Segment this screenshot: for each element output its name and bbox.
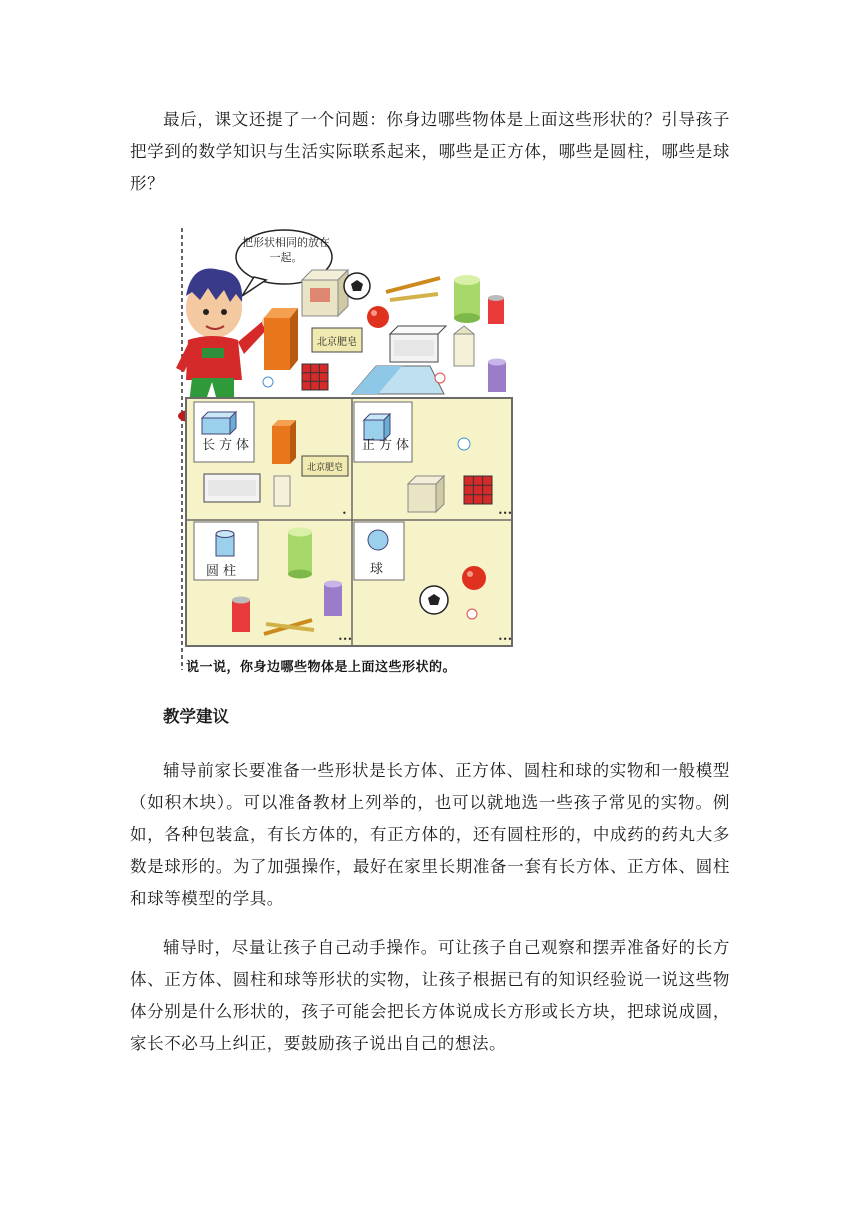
svg-text:•••: ••• (498, 635, 513, 644)
svg-text:•••: ••• (498, 509, 513, 518)
red-ball-top (367, 306, 389, 328)
textbook-illustration (172, 222, 518, 676)
soccer-ball-top (344, 273, 370, 299)
tall-orange-box (264, 308, 298, 370)
milk-carton-top (454, 326, 474, 366)
soap-box-top (312, 328, 362, 352)
speech-bubble-text: 把形状相同的放在一起。 (242, 236, 330, 264)
illustration-caption: 说一说，你身边哪些物体是上面这些形状的。 (186, 660, 457, 675)
triangular-prism (352, 366, 444, 394)
small-gift-box (302, 270, 348, 316)
teaching-suggestions-heading: 教学建议 (163, 707, 229, 726)
suggestion-paragraph-2: 辅导时，尽量让孩子自己动手操作。可让孩子自己观察和摆弄准备好的长方体、正方体、圆柱和球等形状的实物，让孩子根据已有的知识经验说一说这些物体分别是什么形状的，孩子可能会把长方体说成长方形或长方块，把球说成圆，家长不必马上纠正，要鼓励孩子说出自己的想法。 (130, 938, 730, 1053)
pencils-top (386, 278, 440, 300)
purple-cylinder-top (488, 359, 506, 393)
cell-label-cylinder: 圆柱 (206, 564, 241, 579)
soap-box-label: 北京肥皂 (317, 337, 357, 348)
juice-can-top (488, 295, 504, 324)
svg-text:•••: ••• (338, 635, 353, 644)
cell-label-cuboid: 长方体 (202, 438, 254, 453)
cell-label-cube: 正方体 (362, 438, 414, 453)
toy-box-top (390, 326, 446, 362)
suggestion-paragraph-1: 辅导前家长要准备一些形状是长方体、正方体、圆柱和球的实物和一般模型（如积木块）。可以准备教材上列举的，也可以就地选一些孩子常见的实物。例如，各种包装盒，有长方体的，有正方体的，还有圆柱形的，中成药的药丸大多数是球形的。为了加强操作，最好在家里长期准备一套有长方体、正方体、圆柱和球等模型的学具。 (130, 761, 730, 908)
svg-text:•: • (342, 509, 347, 518)
rubiks-cube-top (302, 364, 328, 390)
svg-text:北京肥皂: 北京肥皂 (306, 463, 344, 473)
green-cylinder-top (454, 275, 480, 323)
intro-paragraph: 最后，课文还提了一个问题：你身边哪些物体是上面这些形状的？引导孩子把学到的数学知识与生活实际联系起来，哪些是正方体，哪些是圆柱，哪些是球形？ (130, 110, 730, 193)
cell-label-sphere: 球 (370, 562, 388, 577)
